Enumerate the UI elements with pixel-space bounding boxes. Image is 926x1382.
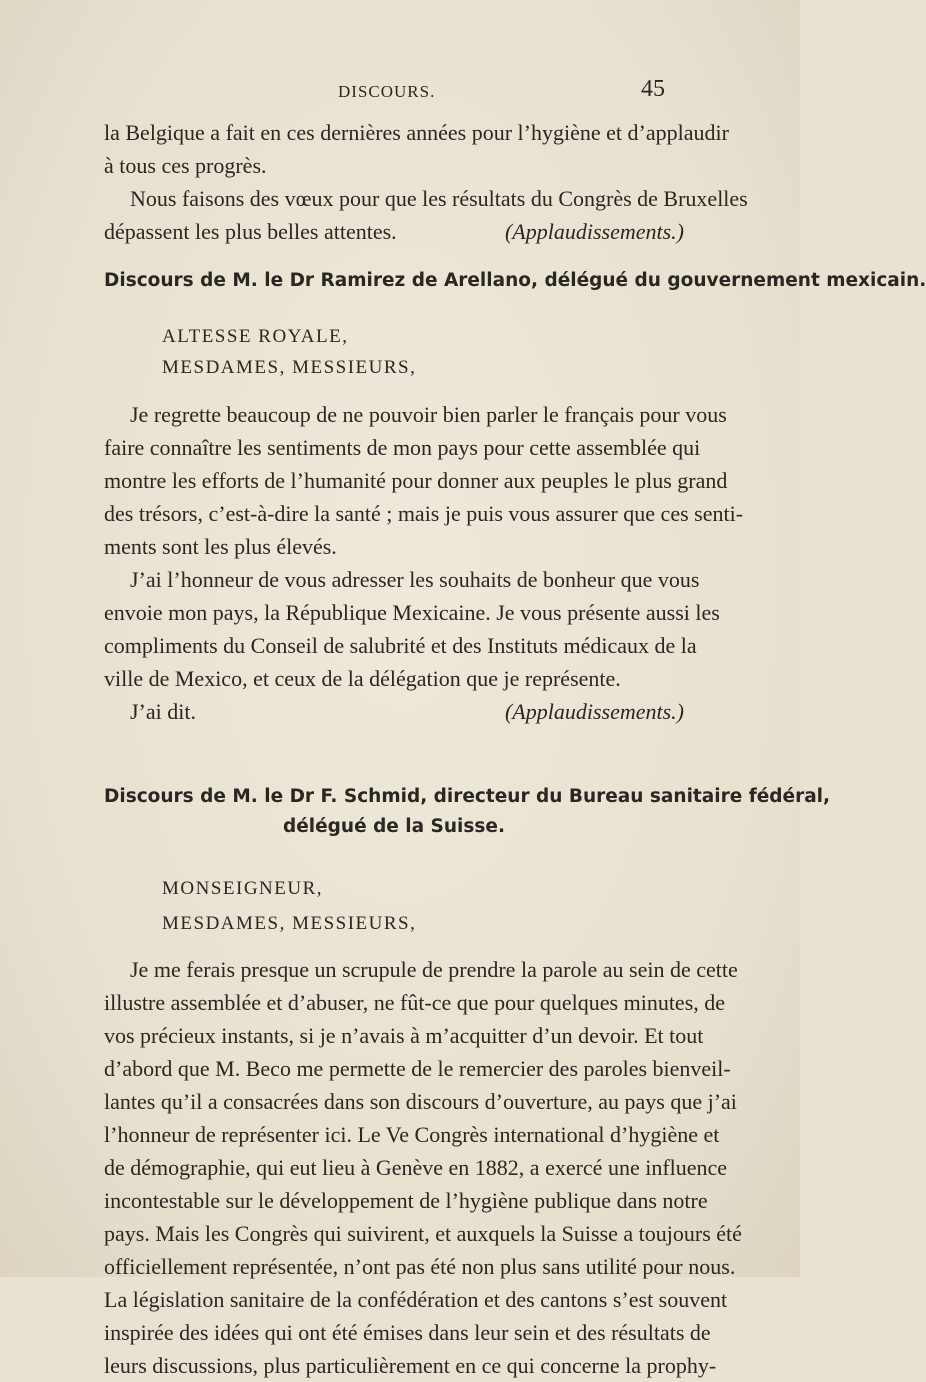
text-line: envoie mon pays, la République Mexicaine. Je vous présente aussi les	[104, 600, 720, 625]
text-line-with-applause	[104, 215, 684, 248]
text-line: à tous ces progrès.	[104, 153, 267, 178]
text-line: incontestable sur le développement de l’hygiène publique dans notre	[104, 1188, 708, 1213]
running-head: DISCOURS.	[338, 82, 436, 101]
text-line: de démographie, qui eut lieu à Genève en 1882, a exercé une influence	[104, 1155, 728, 1180]
text-line: leurs discussions, plus particulièrement en ce qui concerne la prophy-	[104, 1353, 717, 1378]
text-line: des trésors, c’est-à-dire la santé ; mais je puis vous assurer que ces senti-	[104, 501, 744, 526]
text-line: faire connaître les sentiments de mon pays pour cette assemblée qui	[104, 435, 701, 460]
text-line: vos précieux instants, si je n’avais à m’acquitter d’un devoir. Et tout	[104, 1023, 704, 1048]
text-line: lantes qu’il a consacrées dans son discours d’ouverture, au pays que j’ai	[104, 1089, 737, 1114]
text-line: ments sont les plus élevés.	[104, 534, 337, 559]
speech1-salutation-1: ALTESSE ROYALE,	[162, 326, 349, 347]
text-fragment: dépassent les plus belles attentes.	[104, 219, 397, 244]
text-line: d’abord que M. Beco me permette de le remercier des paroles bienveil-	[104, 1056, 731, 1081]
text-line: Je me ferais presque un scrupule de prendre la parole au sein de cette	[130, 957, 738, 982]
text-line: Je regrette beaucoup de ne pouvoir bien parler le français pour vous	[130, 402, 727, 427]
speech1-salutation-2: MESDAMES, MESSIEURS,	[162, 357, 417, 378]
speech2-salutation-1: MONSEIGNEUR,	[162, 878, 324, 899]
text-line: compliments du Conseil de salubrité et des Instituts médicaux de la	[104, 633, 697, 658]
text-line: J’ai l’honneur de vous adresser les souhaits de bonheur que vous	[130, 567, 700, 592]
applause-note: (Applaudissements.)	[504, 219, 684, 244]
page-number: 45	[641, 76, 665, 102]
closing-text: J’ai dit.	[130, 699, 196, 724]
speech1-text	[104, 398, 744, 728]
text-line: inspirée des idées qui ont été émises dans leur sein et des résultats de	[104, 1320, 711, 1345]
text-line: La législation sanitaire de la confédération et des cantons s’est souvent	[104, 1287, 728, 1312]
text-line: montre les efforts de l’humanité pour donner aux peuples le plus grand	[104, 468, 728, 493]
speech2-heading: Discours de M. le Dr F. Schmid, directeur du Bureau sanitaire fédéral,	[104, 786, 831, 807]
applause-note: (Applaudissements.)	[504, 699, 684, 724]
section1-text	[104, 116, 748, 248]
speech2-text	[104, 953, 742, 1382]
text-line: pays. Mais les Congrès qui suivirent, et auxquels la Suisse a toujours été	[104, 1221, 742, 1246]
text-line: la Belgique a fait en ces dernières années pour l’hygiène et d’applaudir	[104, 120, 729, 145]
text-line: ville de Mexico, et ceux de la délégation que je représente.	[104, 666, 621, 691]
speech2-salutation-2: MESDAMES, MESSIEURS,	[162, 913, 417, 934]
text-line: illustre assemblée et d’abuser, ne fût-ce que pour quelques minutes, de	[104, 990, 726, 1015]
text-line: Nous faisons des vœux pour que les résultats du Congrès de Bruxelles	[130, 186, 748, 211]
text-line: officiellement représentée, n’ont pas été non plus sans utilité pour nous.	[104, 1254, 736, 1279]
text-line: l’honneur de représenter ici. Le Ve Congrès international d’hygiène et	[104, 1122, 720, 1147]
speech2-heading-continued: délégué de la Suisse.	[282, 816, 505, 837]
speech1-heading: Discours de M. le Dr Ramirez de Arellano, délégué du gouvernement mexicain.	[104, 270, 926, 291]
text-line-with-applause	[104, 695, 684, 728]
